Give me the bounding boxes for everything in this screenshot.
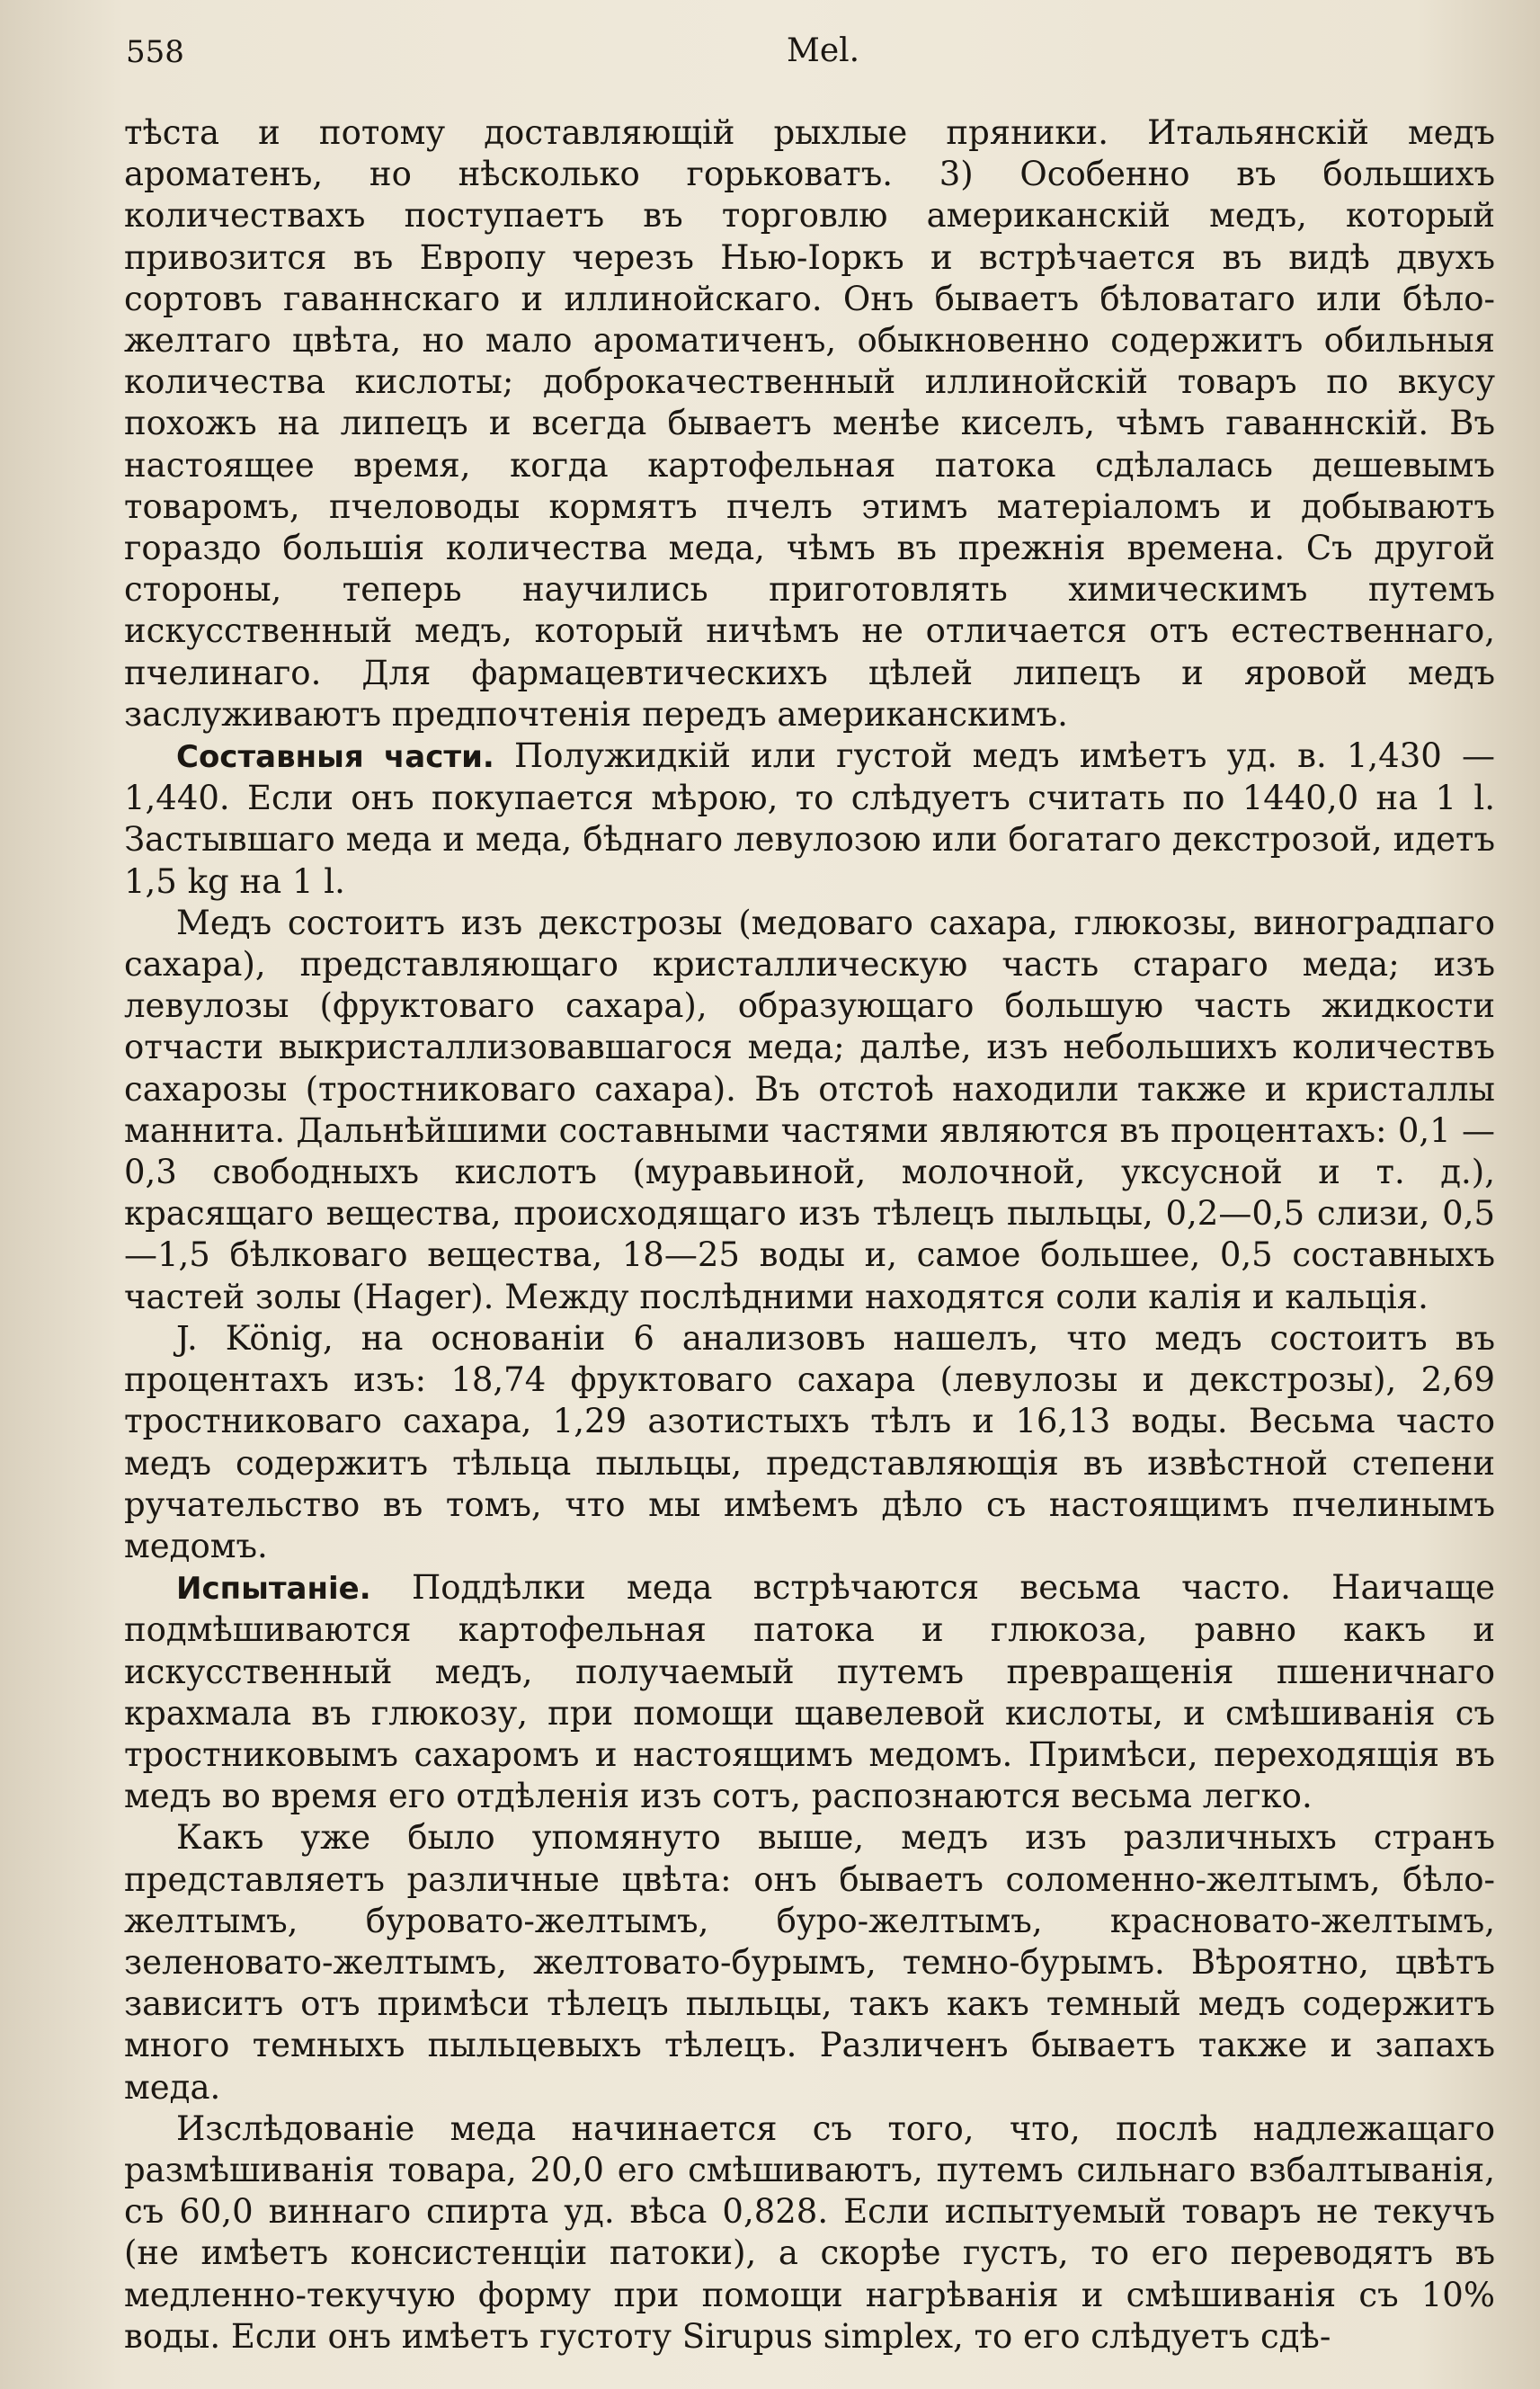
paragraph-components: [124, 735, 1495, 903]
section-heading-components: Составныя части.: [176, 739, 494, 776]
page-number: 558: [126, 34, 184, 70]
paragraph-composition: Медъ состоитъ изъ декстрозы (медоваго сахара, глюкозы, виноградпаго сахара), представляющаго кристаллическую часть стараго меда; изъ левулозы (фруктоваго сахара), образующаго большую часть жидкости отчасти выкристаллизовавшагося меда; далѣе, изъ небольшихъ количествъ сахарозы (тростниковаго сахара). Въ отстоѣ находили также и кристаллы маннита. Дальнѣйшими составными частями являются въ процентахъ: 0,1 — 0,3 свободныхъ кислотъ (муравьиной, молочной, уксусной и т. д.), красящаго вещества, происходящаго изъ тѣлецъ пыльцы, 0,2—0,5 слизи, 0,5—1,5 бѣлковаго вещества, 18—25 воды и, самое большее, 0,5 составныхъ частей золы (Hager). Между послѣдними находятся соли калія и кальція.: [124, 903, 1495, 1316]
paragraph-testing: [124, 1567, 1495, 1817]
paragraph-intro: тѣста и потому доставляющій рыхлые пряники. Итальянскій медъ ароматенъ, но нѣсколько горьковатъ. 3) Особенно въ большихъ количествахъ поступаетъ въ торговлю американскій медъ, который привозится въ Европу черезъ Нью-Іоркъ и встрѣчается въ видѣ двухъ сортовъ гаваннскаго и иллинойскаго. Онъ бываетъ бѣловатаго или бѣло-желтаго цвѣта, но мало ароматиченъ, обыкновенно содержитъ обильныя количества кислоты; доброкачественный иллинойскій товаръ по вкусу похожъ на липецъ и всегда бываетъ менѣе киселъ, чѣмъ гаваннскій. Въ настоящее время, когда картофельная патока сдѣлалась дешевымъ товаромъ, пчеловоды кормятъ пчелъ этимъ матеріаломъ и добываютъ гораздо большія количества меда, чѣмъ въ прежнія времена. Съ другой стороны, теперь научились приготовлять химическимъ путемъ искусственный медъ, который ничѣмъ не отличается отъ естественнаго, пчелинаго. Для фармацевтическихъ цѣлей липецъ и яровой медъ заслуживаютъ предпочтенія передъ американскимъ.: [124, 113, 1495, 734]
running-title: Mel.: [787, 32, 860, 69]
page-body: [124, 112, 1495, 2358]
section-heading-testing: Испытаніе.: [176, 1571, 371, 1608]
paragraph-konig: J. König, на основаніи 6 анализовъ нашелъ, что медъ состоитъ въ процентахъ изъ: 18,74 фруктоваго сахара (левулозы и декстрозы), 2,69 тростниковаго сахара, 1,29 азотистыхъ тѣлъ и 16,13 воды. Весьма часто медъ содержитъ тѣльца пыльцы, представляющія въ извѣстной степени ручательство въ томъ, что мы имѣемъ дѣло съ настоящимъ пчелинымъ медомъ.: [124, 1318, 1495, 1565]
paragraph-testing-text: Поддѣлки меда встрѣчаются весьма часто. Наичаще подмѣшиваются картофельная патока и глюкоза, равно какъ и искусственный медъ, получаемый путемъ превращенія пшеничнаго крахмала въ глюкозу, при помощи щавелевой кислоты, и смѣшиванія съ тростниковымъ сахаромъ и настоящимъ медомъ. Примѣси, переходящія въ медъ во время его отдѣленія изъ сотъ, распознаются весьма легко.: [124, 1568, 1495, 1816]
paragraph-components-text: Полужидкій или густой медъ имѣетъ уд. в. 1,430 — 1,440. Если онъ покупается мѣрою, то слѣдуетъ считать по 1440,0 на 1 l. Застывшаго меда и меда, бѣднаго левулозою или богатаго декстрозой, идетъ 1,5 kg на 1 l.: [124, 736, 1495, 901]
page-header: [126, 29, 1486, 83]
paragraph-examination: Изслѣдованіе меда начинается съ того, что, послѣ надлежащаго размѣшиванія товара, 20,0 его смѣшиваютъ, путемъ сильнаго взбалтыванія, съ 60,0 виннаго спирта уд. вѣса 0,828. Если испытуемый товаръ не текучъ (не имѣетъ консистенціи патоки), а скорѣе густъ, то его переводятъ въ медленно-текучую форму при помощи нагрѣванія и смѣшиванія съ 10% воды. Если онъ имѣетъ густоту Sirupus simplex, то его слѣдуетъ сдѣ-: [124, 2108, 1495, 2356]
paragraph-colors: Какъ уже было упомянуто выше, медъ изъ различныхъ странъ представляетъ различные цвѣта: онъ бываетъ соломенно-желтымъ, бѣло-желтымъ, буровато-желтымъ, буро-желтымъ, красновато-желтымъ, зеленовато-желтымъ, желтовато-бурымъ, темно-бурымъ. Вѣроятно, цвѣтъ зависитъ отъ примѣси тѣлецъ пыльцы, такъ какъ темный медъ содержитъ много темныхъ пыльцевыхъ тѣлецъ. Различенъ бываетъ также и запахъ меда.: [124, 1818, 1495, 2107]
